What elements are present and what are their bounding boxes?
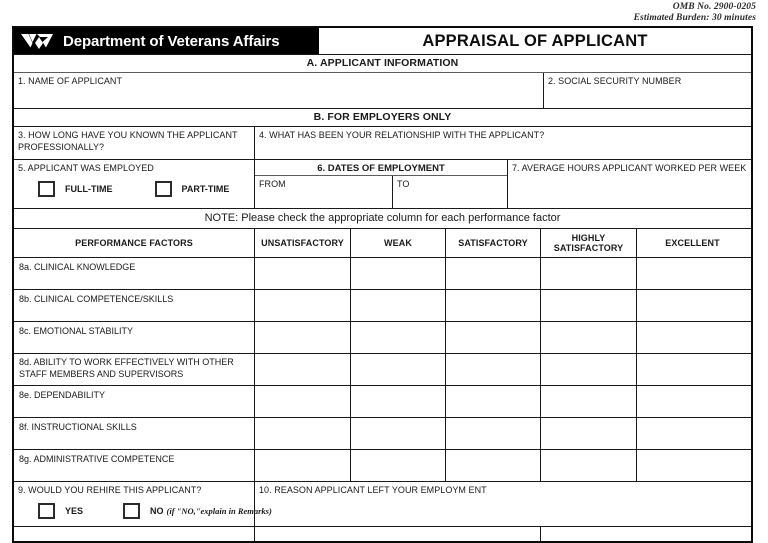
rating-cell-unsatisfactory[interactable] bbox=[255, 386, 351, 417]
factor-label: 8g. ADMINISTRATIVE COMPETENCE bbox=[19, 454, 175, 464]
partial-cell-middle bbox=[255, 527, 541, 541]
column-header-unsatisfactory bbox=[255, 229, 351, 257]
rating-cell-highly-satisfactory[interactable] bbox=[541, 418, 637, 449]
rating-cell-unsatisfactory[interactable] bbox=[255, 322, 351, 353]
checkbox-rehire-yes[interactable] bbox=[38, 503, 83, 519]
rating-cell-weak[interactable] bbox=[351, 418, 446, 449]
checkbox-label: FULL-TIME bbox=[65, 183, 113, 194]
table-row bbox=[14, 354, 751, 386]
rating-cell-excellent[interactable] bbox=[637, 450, 748, 481]
checkbox-part-time[interactable] bbox=[155, 181, 230, 197]
partial-bottom-row bbox=[14, 527, 751, 541]
rating-cell-excellent[interactable] bbox=[637, 322, 748, 353]
rating-cell-satisfactory[interactable] bbox=[446, 354, 541, 385]
rating-cell-highly-satisfactory[interactable] bbox=[541, 450, 637, 481]
column-header-label: UNSATISFACTORY bbox=[261, 238, 344, 248]
rating-cell-highly-satisfactory[interactable] bbox=[541, 290, 637, 321]
column-header-highly-satisfactory bbox=[541, 229, 637, 257]
rating-cell-weak[interactable] bbox=[351, 450, 446, 481]
rehire-reason-row bbox=[14, 482, 751, 527]
field-relationship[interactable] bbox=[255, 127, 751, 159]
va-seal-logo bbox=[20, 32, 54, 51]
agency-name: Department of Veterans Affairs bbox=[63, 32, 280, 50]
employment-type-checkbox-group bbox=[14, 181, 254, 197]
rating-cell-excellent[interactable] bbox=[637, 258, 748, 289]
factor-label-cell bbox=[14, 290, 255, 321]
column-header-satisfactory bbox=[446, 229, 541, 257]
va-agency-band bbox=[14, 28, 319, 54]
rating-table-body bbox=[14, 258, 751, 482]
checkbox-rehire-no[interactable] bbox=[123, 503, 272, 519]
field-label: 4. WHAT HAS BEEN YOUR RELATIONSHIP WITH THE APPLICANT? bbox=[259, 130, 545, 140]
column-header-line1: HIGHLY bbox=[571, 233, 606, 243]
field-label: TO bbox=[397, 179, 410, 189]
rating-cell-highly-satisfactory[interactable] bbox=[541, 258, 637, 289]
field-label: FROM bbox=[259, 179, 286, 189]
rating-cell-highly-satisfactory[interactable] bbox=[541, 322, 637, 353]
rating-cell-satisfactory[interactable] bbox=[446, 258, 541, 289]
field-label: 9. WOULD YOU REHIRE THIS APPLICANT? bbox=[18, 485, 202, 495]
rating-table-header-row bbox=[14, 229, 751, 258]
column-header-label: WEAK bbox=[384, 238, 412, 248]
table-row bbox=[14, 418, 751, 450]
factor-label: 8c. EMOTIONAL STABILITY bbox=[19, 326, 134, 336]
note-band: NOTE: Please check the appropriate column for each performance factor bbox=[14, 209, 751, 229]
factor-label: 8a. CLINICAL KNOWLEDGE bbox=[19, 262, 136, 272]
checkbox-box-icon[interactable] bbox=[155, 181, 172, 197]
factor-label-cell bbox=[14, 322, 255, 353]
rating-cell-weak[interactable] bbox=[351, 354, 446, 385]
field-how-long-known[interactable] bbox=[14, 127, 255, 159]
rating-cell-highly-satisfactory[interactable] bbox=[541, 386, 637, 417]
field-label: 2. SOCIAL SECURITY NUMBER bbox=[548, 76, 682, 86]
column-header-label: SATISFACTORY bbox=[458, 238, 528, 248]
column-header-excellent bbox=[637, 229, 748, 257]
checkbox-note: (if "NO,"explain in Remarks) bbox=[166, 505, 272, 516]
rating-cell-weak[interactable] bbox=[351, 386, 446, 417]
rating-cell-unsatisfactory[interactable] bbox=[255, 258, 351, 289]
factor-label: 8b. CLINICAL COMPETENCE/SKILLS bbox=[19, 294, 174, 304]
factor-label-cell bbox=[14, 354, 255, 385]
rating-cell-weak[interactable] bbox=[351, 258, 446, 289]
rehire-checkbox-group bbox=[14, 503, 272, 519]
field-label: 3. HOW LONG HAVE YOU KNOWN THE APPLICANT PROFESSIONALLY? bbox=[18, 130, 238, 152]
factor-label: 8f. INSTRUCTIONAL SKILLS bbox=[19, 422, 137, 432]
section-b-band: B. FOR EMPLOYERS ONLY bbox=[14, 109, 751, 127]
table-row bbox=[14, 290, 751, 322]
partial-cell-left bbox=[14, 527, 255, 541]
rating-cell-excellent[interactable] bbox=[637, 354, 748, 385]
factor-label: 8e. DEPENDABILITY bbox=[19, 390, 106, 400]
employer-background-row bbox=[14, 127, 751, 160]
rating-cell-satisfactory[interactable] bbox=[446, 386, 541, 417]
column-header-performance-factors bbox=[14, 229, 255, 257]
partial-cell-right bbox=[541, 527, 751, 541]
table-row bbox=[14, 450, 751, 482]
rating-cell-excellent[interactable] bbox=[637, 418, 748, 449]
rating-cell-weak[interactable] bbox=[351, 290, 446, 321]
rating-cell-satisfactory[interactable] bbox=[446, 290, 541, 321]
factor-label-cell bbox=[14, 386, 255, 417]
employment-details-row bbox=[14, 160, 751, 209]
rating-cell-excellent[interactable] bbox=[637, 290, 748, 321]
checkbox-label: YES bbox=[65, 505, 84, 516]
field-reason-left-employment[interactable] bbox=[255, 482, 751, 526]
rating-cell-highly-satisfactory[interactable] bbox=[541, 354, 637, 385]
column-header-label: EXCELLENT bbox=[665, 238, 720, 248]
dates-from-to-row bbox=[255, 176, 507, 208]
form-title-area bbox=[319, 28, 751, 54]
form-header-bar bbox=[14, 28, 751, 55]
omb-burden: Estimated Burden: 30 minutes bbox=[633, 12, 756, 23]
field-dates-of-employment bbox=[255, 160, 508, 208]
checkbox-box-icon[interactable] bbox=[38, 181, 55, 197]
column-header-label bbox=[554, 233, 624, 253]
field-social-security-number[interactable] bbox=[544, 73, 751, 108]
factor-label-cell bbox=[14, 258, 255, 289]
rating-cell-unsatisfactory[interactable] bbox=[255, 450, 351, 481]
table-row bbox=[14, 386, 751, 418]
field-label: 7. AVERAGE HOURS APPLICANT WORKED PER WEEK bbox=[512, 163, 747, 173]
rating-cell-unsatisfactory[interactable] bbox=[255, 418, 351, 449]
column-header-line2: SATISFACTORY bbox=[553, 243, 624, 253]
factor-label: 8d. ABILITY TO WORK EFFECTIVELY WITH OTHER STAFF MEMBERS AND SUPERVISORS bbox=[19, 357, 234, 379]
rating-cell-weak[interactable] bbox=[351, 322, 446, 353]
checkbox-full-time[interactable] bbox=[38, 181, 113, 197]
field-label: 6. DATES OF EMPLOYMENT bbox=[317, 163, 445, 174]
field-would-you-rehire bbox=[14, 482, 272, 526]
field-date-to[interactable] bbox=[393, 176, 507, 208]
checkbox-box-icon[interactable] bbox=[38, 503, 55, 519]
rating-cell-unsatisfactory[interactable] bbox=[255, 290, 351, 321]
field-date-from[interactable] bbox=[255, 176, 393, 208]
field-applicant-was-employed bbox=[14, 160, 255, 208]
dates-title-bar bbox=[255, 160, 507, 176]
omb-number: OMB No. 2900-0205 bbox=[672, 2, 756, 12]
rating-cell-satisfactory[interactable] bbox=[446, 418, 541, 449]
field-average-hours[interactable] bbox=[508, 160, 751, 208]
field-label: 10. REASON APPLICANT LEFT YOUR EMPLOYM ENT bbox=[259, 485, 487, 495]
column-header-weak bbox=[351, 229, 446, 257]
rating-cell-satisfactory[interactable] bbox=[446, 450, 541, 481]
column-header-label: PERFORMANCE FACTORS bbox=[75, 238, 193, 248]
rating-cell-excellent[interactable] bbox=[637, 386, 748, 417]
rating-cell-satisfactory[interactable] bbox=[446, 322, 541, 353]
applicant-identity-row bbox=[14, 73, 751, 109]
form-title: APPRAISAL OF APPLICANT bbox=[422, 31, 648, 50]
va-appraisal-form bbox=[12, 26, 753, 543]
table-row bbox=[14, 322, 751, 354]
factor-label-cell bbox=[14, 450, 255, 481]
field-name-of-applicant[interactable] bbox=[14, 73, 544, 108]
table-row bbox=[14, 258, 751, 290]
rating-cell-unsatisfactory[interactable] bbox=[255, 354, 351, 385]
factor-label-cell bbox=[14, 418, 255, 449]
field-label: 5. APPLICANT WAS EMPLOYED bbox=[18, 163, 154, 173]
field-label: 1. NAME OF APPLICANT bbox=[18, 76, 123, 86]
section-a-band: A. APPLICANT INFORMATION bbox=[14, 55, 751, 73]
omb-header bbox=[0, 2, 756, 23]
checkbox-label: PART-TIME bbox=[181, 183, 230, 194]
checkbox-label: NO bbox=[150, 505, 164, 516]
checkbox-box-icon[interactable] bbox=[123, 503, 140, 519]
